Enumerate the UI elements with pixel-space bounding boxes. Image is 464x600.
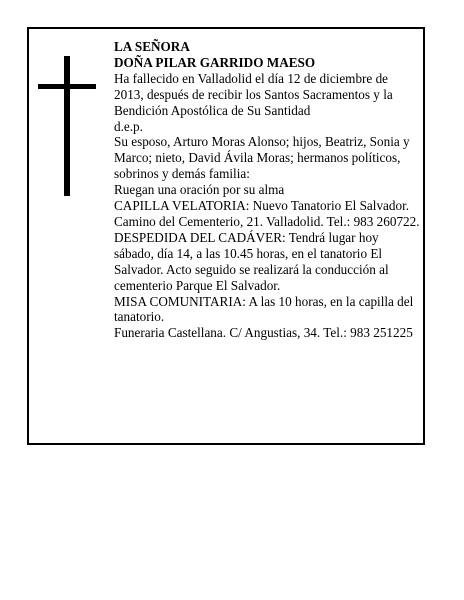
family-members: Su esposo, Arturo Moras Alonso; hijos, Beatriz, Sonia y Marco; nieto, David Ávila Moras; hermanos políticos, sobrinos y demás familia: bbox=[114, 134, 410, 182]
chapel-info: CAPILLA VELATORIA: Nuevo Tanatorio El Salvador. Camino del Cementerio, 21. Valladolid. Tel.: 983 260722. bbox=[114, 198, 420, 229]
rip-abbreviation: d.e.p. bbox=[114, 118, 143, 134]
farewell-info: DESPEDIDA DEL CADÁVER: Tendrá lugar hoy sábado, día 14, a las 10.45 horas, en el tanatorio El Salvador. Acto seguido se realizará la conducción al cementerio Parque El Salvador. bbox=[114, 229, 389, 293]
funeral-home-info: Funeraria Castellana. C/ Angustias, 34. Tel.: 983 251225 bbox=[114, 325, 413, 341]
notice-body bbox=[114, 39, 420, 341]
death-statement: Ha fallecido en Valladolid el día 12 de diciembre de 2013, después de recibir los Santos Sacramentos y la Bendición Apostólica de Su Santidad bbox=[114, 70, 393, 118]
notice-heading: LA SEÑORA bbox=[114, 39, 190, 54]
mass-info: MISA COMUNITARIA: A las 10 horas, en la capilla del tanatorio. bbox=[114, 293, 414, 325]
prayer-request: Ruegan una oración por su alma bbox=[114, 182, 285, 198]
deceased-name: DOÑA PILAR GARRIDO MAESO bbox=[114, 54, 316, 70]
cross-vertical-bar bbox=[64, 56, 70, 196]
cross-horizontal-bar bbox=[38, 84, 96, 89]
